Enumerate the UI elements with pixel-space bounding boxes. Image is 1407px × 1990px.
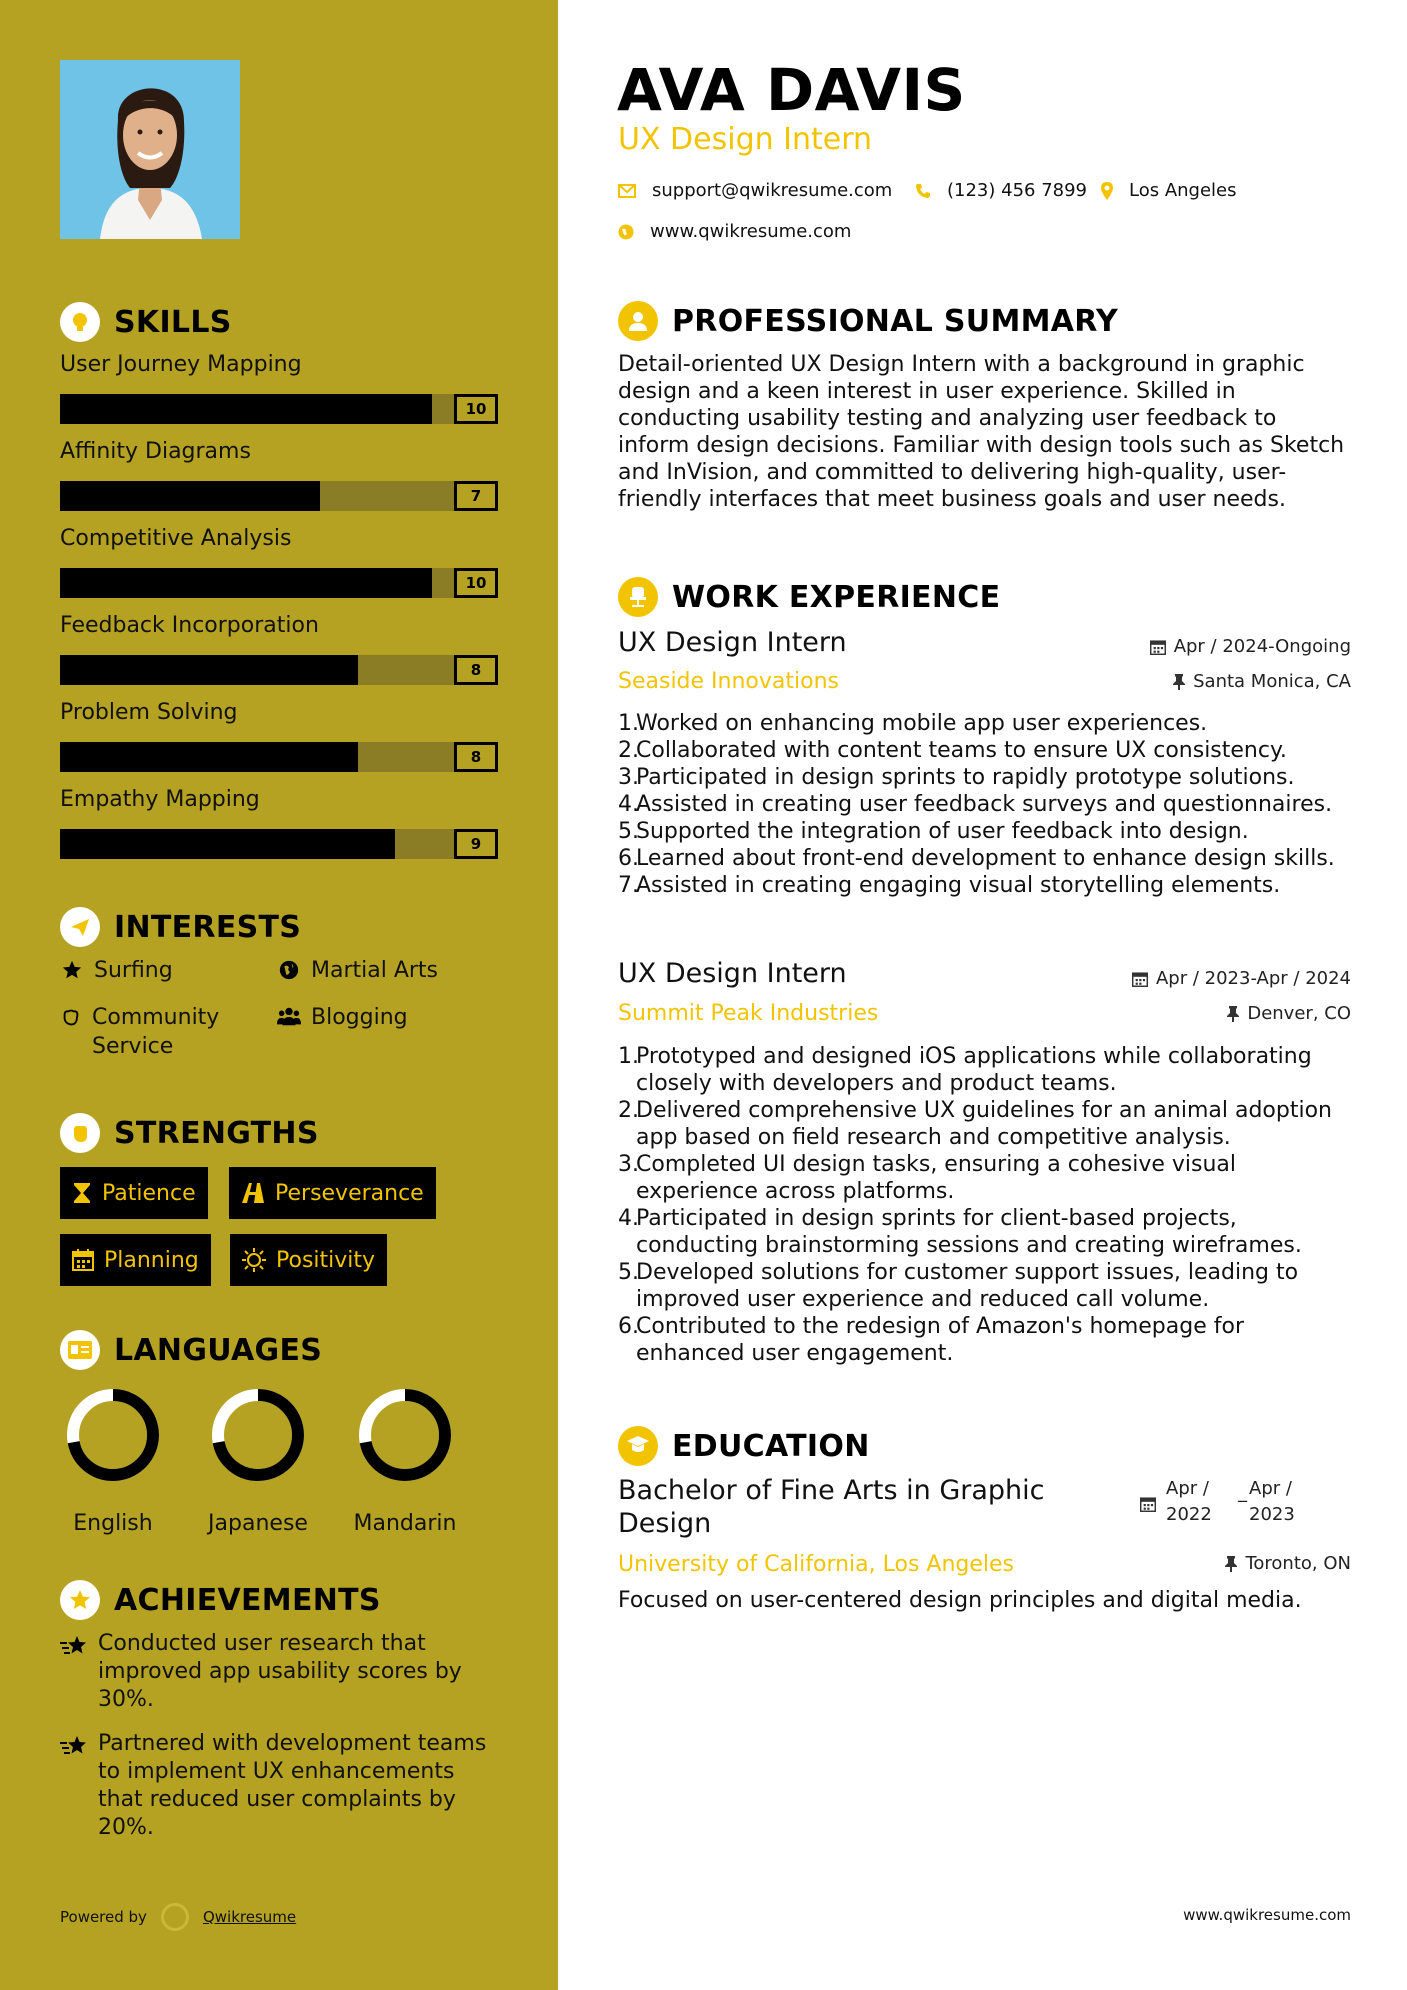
language-name: English (73, 1511, 153, 1536)
skill-fill (60, 394, 432, 424)
interest-label: Community Service (92, 1005, 220, 1059)
interest-label: Surfing (94, 958, 173, 983)
achievement-text: Partnered with development teams to implement UX enhancements that reduced user complaints by 20%. (98, 1731, 487, 1840)
skill-score: 10 (454, 568, 498, 598)
interest-item (60, 1003, 260, 1061)
job-title: UX Design Intern (618, 958, 847, 989)
interests-heading (60, 907, 301, 947)
interest-item (277, 1003, 408, 1032)
skill-fill (60, 481, 320, 511)
job-bullets (618, 1043, 1358, 1367)
strength-label: Planning (104, 1247, 199, 1273)
skill-score: 7 (454, 481, 498, 511)
languages-heading (60, 1330, 322, 1370)
powered-by-label: Powered by (60, 1908, 147, 1926)
job-bullet: 2. Collaborated with content teams to ensure UX consistency. (618, 738, 1287, 763)
education-location (1225, 1553, 1351, 1574)
candidate-name: AVA DAVIS (617, 56, 966, 124)
achievement-text: Conducted user research that improved app usability scores by 30%. (98, 1631, 462, 1712)
education-heading (618, 1426, 870, 1466)
job-bullets (618, 710, 1358, 899)
email-text: support@qwikresume.com (652, 180, 893, 201)
globe-icon (618, 224, 634, 240)
job-dates-text: Apr / 2024-Ongoing (1173, 636, 1351, 657)
contact-phone[interactable] (915, 180, 1087, 201)
job-bullet: 6. Learned about front-end development to enhance design skills. (618, 846, 1335, 871)
profile-photo (60, 60, 240, 239)
skill-bar (60, 568, 498, 598)
shooting-star-icon (60, 1630, 98, 1714)
summary-heading (618, 301, 1118, 341)
job-dates-text: Apr / 2023-Apr / 2024 (1155, 968, 1351, 989)
skill-item (60, 700, 498, 772)
skill-bar (60, 655, 498, 685)
interest-label: Blogging (311, 1005, 408, 1030)
star-icon (60, 956, 84, 981)
degree-title: Bachelor of Fine Arts in Graphic Design (618, 1475, 1045, 1539)
education-start: Apr / 2022 (1166, 1478, 1212, 1525)
interests-title: INTERESTS (114, 909, 302, 945)
job-bullet: 1. Prototyped and designed iOS applications while collaborating closely with developers and product teams. (618, 1044, 1312, 1096)
company-name: Summit Peak Industries (618, 1001, 879, 1026)
skill-item (60, 439, 498, 511)
language-name: Japanese (208, 1511, 308, 1536)
skill-score: 8 (454, 655, 498, 685)
skill-bar (60, 481, 498, 511)
job-location (1227, 1003, 1351, 1024)
job-dates (1150, 636, 1351, 657)
strength-label: Patience (102, 1180, 196, 1206)
office-chair-icon (618, 577, 658, 617)
skill-name: Affinity Diagrams (60, 439, 251, 464)
skill-name: User Journey Mapping (60, 352, 302, 377)
company-name: Seaside Innovations (618, 669, 839, 694)
skill-score: 9 (454, 829, 498, 859)
skill-item (60, 526, 498, 598)
strength-label: Positivity (276, 1247, 376, 1273)
powered-by (60, 1903, 296, 1931)
job-location-text: Denver, CO (1247, 1003, 1351, 1024)
job-title: UX Design Intern (618, 627, 847, 658)
school-name: University of California, Los Angeles (618, 1552, 1015, 1577)
sun-icon (242, 1248, 266, 1272)
job-bullet: 6. Contributed to the redesign of Amazon's homepage for enhanced user engagement. (618, 1314, 1244, 1366)
summary-title: PROFESSIONAL SUMMARY (672, 303, 1119, 339)
interest-item (60, 956, 173, 985)
skill-item (60, 613, 498, 685)
skill-name: Feedback Incorporation (60, 613, 319, 638)
skill-bar (60, 394, 498, 424)
user-icon (618, 301, 658, 341)
map-pin-icon (1101, 182, 1113, 200)
strengths-title: STRENGTHS (114, 1115, 319, 1151)
envelope-icon (618, 184, 636, 198)
qwikresume-logo-icon (161, 1903, 189, 1931)
contact-location (1101, 180, 1237, 201)
pushpin-icon (1225, 1556, 1237, 1572)
strength-badge (60, 1167, 208, 1219)
star-badge-icon (60, 1580, 100, 1620)
sidebar (0, 0, 558, 1990)
lightbulb-icon (60, 302, 100, 342)
calendar-icon (1140, 1476, 1156, 1520)
fist-icon (60, 1113, 100, 1153)
skills-title: SKILLS (114, 304, 232, 340)
calendar-icon (72, 1249, 94, 1271)
skills-heading (60, 302, 232, 342)
language-name: Mandarin (353, 1511, 457, 1536)
skill-bar (60, 829, 498, 859)
education-description: Focused on user-centered design principles and digital media. (618, 1588, 1302, 1613)
skill-fill (60, 568, 432, 598)
pushpin-icon (1173, 674, 1185, 690)
job-location (1173, 671, 1351, 692)
summary-text: Detail-oriented UX Design Intern with a background in graphic design and a keen interest in user experience. Skilled in conducting usability testing and analyzing user feedback to inform design decisions. Familiar with design tools such as Sketch and InVision, and committed to delivering high-quality, user-friendly interfaces that meet business goals and user needs. (618, 352, 1345, 512)
skill-name: Problem Solving (60, 700, 238, 725)
candidate-role: UX Design Intern (618, 122, 873, 157)
achievement-item (60, 1630, 500, 1714)
users-icon (277, 1003, 301, 1028)
achievements-heading (60, 1580, 381, 1620)
education-end: Apr / 2023 (1249, 1478, 1295, 1525)
job-bullet: 3. Completed UI design tasks, ensuring a cohesive visual experience across platforms. (618, 1152, 1237, 1204)
job-bullet: 5. Developed solutions for customer support issues, leading to improved user experience and reduced call volume. (618, 1260, 1299, 1312)
skill-name: Empathy Mapping (60, 787, 260, 812)
skill-score: 10 (454, 394, 498, 424)
interest-label: Martial Arts (311, 958, 439, 983)
job-location-text: Santa Monica, CA (1193, 671, 1351, 692)
job-bullet: 3. Participated in design sprints to rapidly prototype solutions. (618, 765, 1295, 790)
job-bullet: 7. Assisted in creating engaging visual storytelling elements. (618, 873, 1281, 898)
language-item (340, 1387, 470, 1536)
hikers-icon (241, 1182, 265, 1204)
education-separator: _ (1238, 1482, 1247, 1503)
skill-score: 8 (454, 742, 498, 772)
job-bullet: 2. Delivered comprehensive UX guidelines for an animal adoption app based on field research and competitive analysis. (618, 1098, 1332, 1150)
job-dates (1132, 968, 1351, 989)
job-bullet: 1. Worked on enhancing mobile app user experiences. (618, 711, 1208, 736)
education-title: EDUCATION (672, 1428, 870, 1464)
id-card-icon (60, 1330, 100, 1370)
education-dates (1140, 1476, 1309, 1528)
calendar-icon (1150, 639, 1166, 655)
calendar-icon (1132, 971, 1148, 987)
language-ring (65, 1387, 161, 1483)
experience-title: WORK EXPERIENCE (672, 579, 1001, 615)
contact-email[interactable] (618, 180, 892, 201)
language-item (48, 1387, 178, 1536)
phone-text: (123) 456 7899 (947, 180, 1088, 201)
achievements-title: ACHIEVEMENTS (114, 1582, 381, 1618)
education-location-text: Toronto, ON (1245, 1553, 1351, 1574)
skill-bar (60, 742, 498, 772)
experience-heading (618, 577, 1000, 617)
globe-icon (277, 956, 301, 981)
pushpin-icon (1227, 1006, 1239, 1022)
skill-fill (60, 655, 358, 685)
shooting-star-icon (60, 1730, 98, 1842)
strength-badge (229, 1167, 436, 1219)
strength-badge (230, 1234, 387, 1286)
job-bullet: 5. Supported the integration of user feedback into design. (618, 819, 1249, 844)
language-item (193, 1387, 323, 1536)
skill-fill (60, 829, 395, 859)
skill-item (60, 352, 498, 424)
strength-badge (60, 1234, 211, 1286)
languages-title: LANGUAGES (114, 1332, 323, 1368)
job-bullet: 4. Participated in design sprints for client-based projects, conducting brainstorming sessions and creating wireframes. (618, 1206, 1302, 1258)
footer-website[interactable]: www.qwikresume.com (1183, 1906, 1351, 1924)
language-ring (357, 1387, 453, 1483)
strengths-heading (60, 1113, 319, 1153)
skill-name: Competitive Analysis (60, 526, 292, 551)
phone-icon (915, 183, 931, 199)
website-text: www.qwikresume.com (650, 221, 852, 242)
contact-website[interactable] (618, 221, 851, 242)
graduate-icon (618, 1426, 658, 1466)
job-bullet: 4. Assisted in creating user feedback surveys and questionnaires. (618, 792, 1333, 817)
qwikresume-link[interactable]: Qwikresume (202, 1908, 297, 1926)
main-content (558, 0, 1407, 1990)
language-ring (210, 1387, 306, 1483)
interest-item (277, 956, 438, 985)
achievement-item (60, 1730, 500, 1842)
hand-icon (60, 1003, 82, 1028)
skill-fill (60, 742, 358, 772)
strength-label: Perseverance (275, 1180, 424, 1206)
location-text: Los Angeles (1129, 180, 1237, 201)
skill-item (60, 787, 498, 859)
hourglass-icon (72, 1182, 92, 1204)
paper-plane-icon (60, 907, 100, 947)
